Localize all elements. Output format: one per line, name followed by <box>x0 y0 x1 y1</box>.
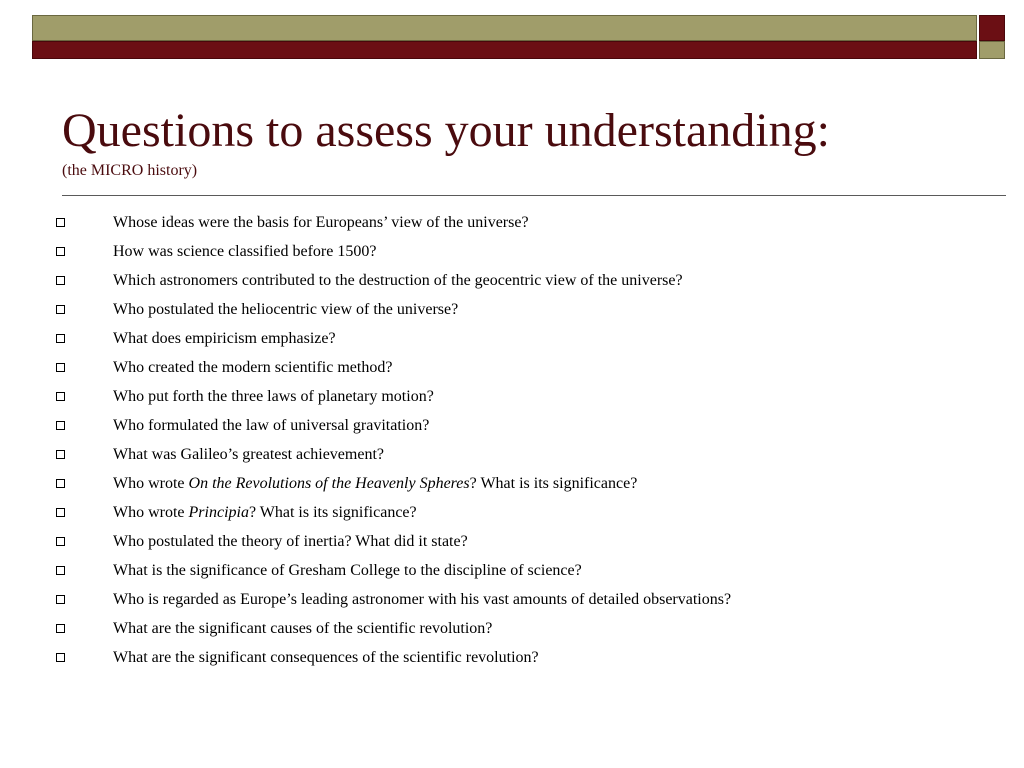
hollow-square-bullet-icon <box>56 450 65 459</box>
question-item <box>40 469 731 498</box>
question-item <box>40 237 731 266</box>
question-text-tail: ? What is its significance? <box>248 503 417 521</box>
question-text: What are the significant consequences of the scientific revolution? <box>113 648 539 666</box>
question-item <box>40 208 731 237</box>
hollow-square-bullet-icon <box>56 421 65 430</box>
question-text: What was Galileo’s greatest achievement? <box>113 445 384 463</box>
question-item <box>40 324 731 353</box>
question-list <box>40 208 731 672</box>
question-item <box>40 498 731 527</box>
question-text: Who is regarded as Europe’s leading astronomer with his vast amounts of detailed observations? <box>113 590 732 608</box>
slide-subtitle: (the MICRO history) <box>62 162 198 179</box>
question-text: How was science classified before 1500? <box>113 242 377 260</box>
question-text: What does empiricism emphasize? <box>113 329 336 347</box>
hollow-square-bullet-icon <box>56 392 65 401</box>
question-text: Who postulated the theory of inertia? What did it state? <box>113 532 468 550</box>
header-olive-square <box>979 41 1005 59</box>
header-maroon-square <box>979 15 1005 41</box>
hollow-square-bullet-icon <box>56 595 65 604</box>
question-item <box>40 411 731 440</box>
question-text-tail: ? What is its significance? <box>469 474 638 492</box>
book-title: Principia <box>188 503 249 521</box>
hollow-square-bullet-icon <box>56 305 65 314</box>
slide-title: Questions to assess your understanding: <box>62 104 830 157</box>
question-item <box>40 295 731 324</box>
question-item <box>40 382 731 411</box>
question-text: Which astronomers contributed to the destruction of the geocentric view of the universe? <box>113 271 683 289</box>
question-item <box>40 440 731 469</box>
question-item <box>40 266 731 295</box>
hollow-square-bullet-icon <box>56 218 65 227</box>
book-title: On the Revolutions of the Heavenly Spheres <box>188 474 470 492</box>
hollow-square-bullet-icon <box>56 276 65 285</box>
hollow-square-bullet-icon <box>56 566 65 575</box>
hollow-square-bullet-icon <box>56 247 65 256</box>
header-maroon-bar <box>32 41 977 59</box>
question-text: Who put forth the three laws of planetary motion? <box>113 387 434 405</box>
hollow-square-bullet-icon <box>56 334 65 343</box>
question-text: Who created the modern scientific method? <box>113 358 393 376</box>
question-item <box>40 556 731 585</box>
question-item <box>40 643 731 672</box>
question-item <box>40 585 731 614</box>
question-text: Whose ideas were the basis for Europeans’ view of the universe? <box>113 213 529 231</box>
question-text: What are the significant causes of the scientific revolution? <box>113 619 493 637</box>
hollow-square-bullet-icon <box>56 479 65 488</box>
question-text: Who wrote <box>113 503 189 521</box>
hollow-square-bullet-icon <box>56 363 65 372</box>
question-text: Who formulated the law of universal gravitation? <box>113 416 430 434</box>
hollow-square-bullet-icon <box>56 624 65 633</box>
hollow-square-bullet-icon <box>56 653 65 662</box>
question-text: What is the significance of Gresham College to the discipline of science? <box>113 561 582 579</box>
question-text: Who postulated the heliocentric view of the universe? <box>113 300 459 318</box>
title-divider <box>62 195 1006 196</box>
question-text: Who wrote <box>113 474 189 492</box>
header-olive-bar <box>32 15 977 41</box>
hollow-square-bullet-icon <box>56 537 65 546</box>
question-item <box>40 527 731 556</box>
question-item <box>40 353 731 382</box>
question-item <box>40 614 731 643</box>
hollow-square-bullet-icon <box>56 508 65 517</box>
